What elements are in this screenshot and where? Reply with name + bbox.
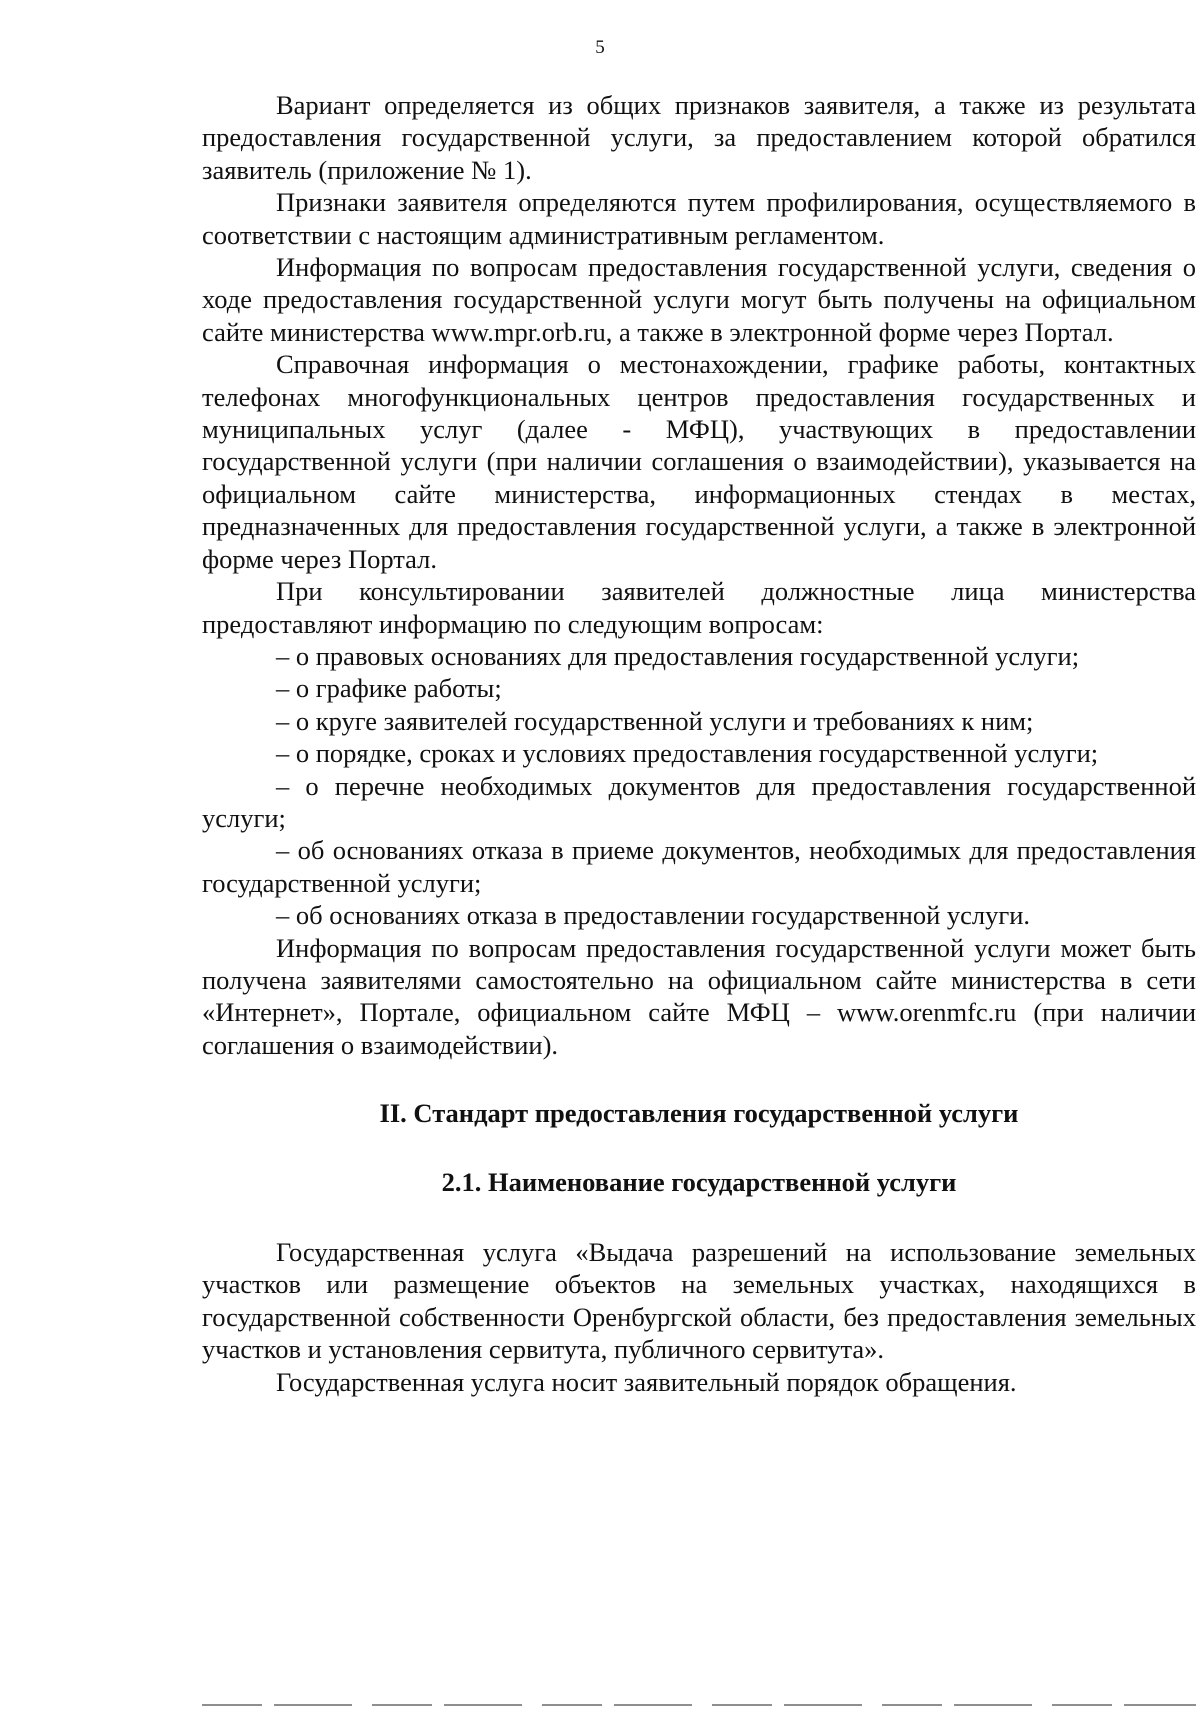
document-body [202,89,1196,1398]
scan-edge-line [202,1704,1196,1706]
paragraph-self-service-info: Информация по вопросам предоставления государственной услуги может быть получена заявителями самостоятельно на официальном сайте министерства в сети «Интернет», Портале, официальном сайте МФЦ – www.orenmfc.ru (при наличии соглашения о взаимодействии). [202,932,1196,1060]
subsection-heading: 2.1. Наименование государственной услуги [441,1166,957,1197]
list-item: – об основаниях отказа в приеме документов, необходимых для предоставления государственной услуги; [202,835,1196,898]
list-item: – о графике работы; [276,673,502,704]
paragraph-application-order: Государственная услуга носит заявительный порядок обращения. [276,1366,1017,1397]
list-item: – о перечне необходимых документов для предоставления государственной услуги; [202,770,1196,833]
paragraph-service-name: Государственная услуга «Выдача разрешений на использование земельных участков или размещение объектов на земельных участках, находящихся в государственной собственности Оренбургской области, без предоставления земельных участков и установления сервитута, публичного сервитута». [202,1237,1196,1365]
list-item: – о правовых основаниях для предоставления государственной услуги; [276,640,1080,671]
list-item: – о порядке, сроках и условиях предоставления государственной услуги; [276,738,1099,769]
section-heading: II. Стандарт предоставления государственной услуги [379,1098,1019,1129]
paragraph-applicant-signs: Признаки заявителя определяются путем профилирования, осуществляемого в соответствии с настоящим административным регламентом. [202,187,1196,250]
list-item: – о круге заявителей государственной услуги и требованиях к ним; [276,705,1034,736]
page-number: 5 [595,37,605,58]
paragraph-reference-info: Справочная информация о местонахождении, графике работы, контактных телефонах многофункциональных центров предоставления государственных и муниципальных услуг (далее - МФЦ), участвующих в предоставлении государственной услуги (при наличии соглашения о взаимодействии), указывается на официальном сайте министерства, информационных стендах в местах, предназначенных для предоставления государственной услуги, а также в электронной форме через Портал. [202,349,1196,574]
paragraph-info-portal: Информация по вопросам предоставления государственной услуги, сведения о ходе предоставления государственной услуги могут быть получены на официальном сайте министерства www.mpr.orb.ru, а также в электронной форме через Портал. [202,252,1196,347]
paragraph-variant: Вариант определяется из общих признаков заявителя, а также из результата предоставления государственной услуги, за предоставлением которой обратился заявитель (приложение № 1). [202,90,1196,185]
list-item: – об основаниях отказа в предоставлении государственной услуги. [276,900,1031,931]
paragraph-consulting: При консультировании заявителей должностные лица министерства предоставляют информацию по следующим вопросам: [202,576,1196,639]
